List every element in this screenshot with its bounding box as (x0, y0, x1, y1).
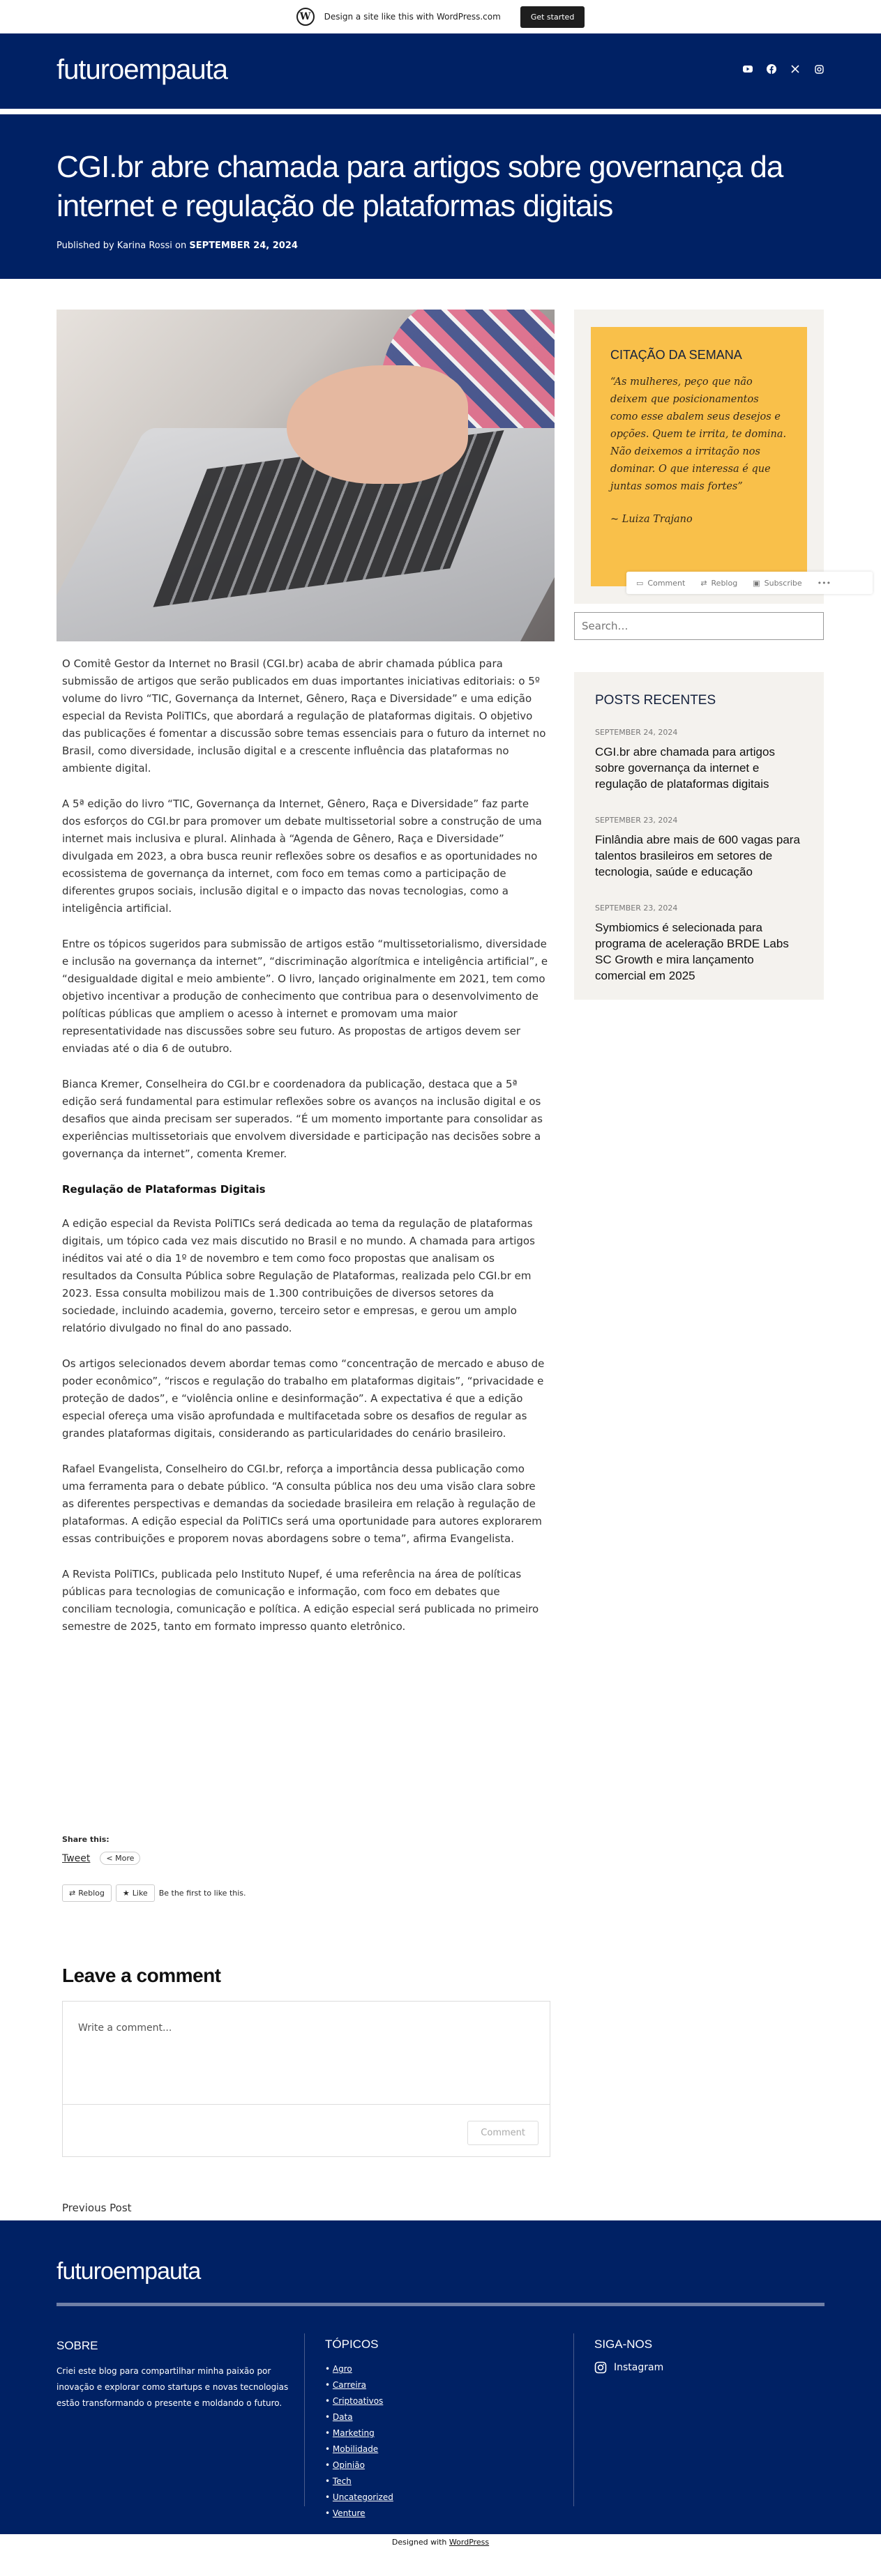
article-paragraph: A edição especial da Revista PoliTICs será dedicada ao tema da regulação de plataformas digitais, um tópico cada vez mais discutido no Brasil e no mundo. A chamada para artigos inéditos vai até o dia 1º de novembro e tem como foco propostas que analisam os resultados da Consulta Pública sobre Regulação de Plataformas, realizada pelo CGI.br em 2023. Essa consulta mobilizou mais de 1.300 contribuições de diversos setores da sociedade, incluindo academia, governo, terceiro setor e empresas, e gerou um amplo relatório divulgado no final do ano passado. (62, 1217, 535, 1334)
recent-post-link[interactable]: Symbiomics é selecionada para programa de aceleração BRDE Labs SC Growth e mira lançamento comercial em 2025 (595, 921, 789, 982)
actionbar-subscribe-label: Subscribe (764, 578, 802, 588)
quote-widget (574, 310, 824, 604)
featured-image (57, 310, 555, 641)
actionbar-comment-label: Comment (647, 578, 686, 588)
x-icon[interactable] (790, 64, 800, 74)
topic-link[interactable]: Marketing (332, 2428, 375, 2438)
footer-about-title: SOBRE (57, 2339, 98, 2352)
article-subheading: Regulação de Plataformas Digitais (62, 1183, 266, 1196)
article-paragraph: Bianca Kremer, Conselheira do CGI.br e coordenadora da publicação, destaca que a 5ª edição será fundamental para estimular reflexões sobre os avanços na inclusão digital e os desafios que ainda precisam ser superados. “É um momento importante para consolidar as experiências multissetoriais que envolvem diversidade e participação nas decisões sobre a governança da internet”, comenta Kremer. (62, 1078, 543, 1160)
article-paragraph: A Revista PoliTICs, publicada pelo Instituto Nupef, é uma referência na área de políticas públicas para tecnologias de comunicação e informação, com foco em debates que conciliam tecnologia, comunicação e política. A edição especial será publicada no primeiro semestre de 2025, tanto em formato impresso quanto eletrônico. (62, 1568, 539, 1633)
recent-post-item (595, 728, 803, 792)
article-paragraph: Os artigos selecionados devem abordar temas como “concentração de mercado e abuso de poder econômico”, “riscos e regulação do trabalho em plataformas digitais”, “privacidade e proteção de dados”, e “violência online e desinformação”. A expectativa é que a edição especial ofereça uma visão aprofundada e multifacetada sobre os desafios de regular as grandes plataformas digitais, considerando as particularidades do cenário brasileiro. (62, 1357, 545, 1440)
site-title[interactable]: futuroempauta (57, 54, 227, 85)
footer-divider (57, 2303, 824, 2306)
like-label: Like (132, 1889, 148, 1898)
article-date[interactable]: SEPTEMBER 24, 2024 (189, 241, 298, 251)
article-title: CGI.br abre chamada para artigos sobre governança da internet e regulação de plataformas digitais (57, 150, 783, 223)
topic-link[interactable]: Criptoativos (332, 2396, 384, 2406)
article-paragraph: A 5ª edição do livro “TIC, Governança da Internet, Gênero, Raça e Diversidade” faz parte dos esforços do CGI.br para promover um debate multissetorial sobre a construção de uma internet mais inclusiva e plural. Alinhada à “Agenda de Gênero, Raça e Diversidade” divulgada em 2023, a obra busca reunir reflexões sobre os desafios e as oportunidades no ecossistema de governança da internet, com foco em temas como a participação de diferentes grupos sociais, inclusão digital e o impacto das novas tecnologias, como a inteligência artificial. (62, 798, 542, 915)
comment-submit-button[interactable]: Comment (467, 2121, 539, 2145)
recent-post-date: SEPTEMBER 23, 2024 (595, 816, 678, 825)
topic-item[interactable] (325, 2474, 534, 2490)
topic-item[interactable] (325, 2409, 534, 2425)
quote-card (591, 327, 807, 586)
quote-title: CITAÇÃO DA SEMANA (610, 348, 742, 362)
topic-item[interactable] (325, 2377, 534, 2393)
footer-about-text: Criei este blog para compartilhar minha paixão por inovação e explorar como startups e novas tecnologias estão transformando o presente e moldando o futuro. (57, 2366, 289, 2408)
footer-credit-link[interactable]: WordPress (449, 2538, 490, 2547)
comment-heading: Leave a comment (62, 1965, 221, 1986)
topic-item[interactable] (325, 2393, 534, 2409)
wordpress-logo-icon: W (296, 8, 315, 26)
wordpress-banner (0, 0, 881, 33)
topic-item[interactable] (325, 2361, 534, 2377)
topic-link[interactable]: Venture (332, 2508, 366, 2518)
recent-post-date: SEPTEMBER 23, 2024 (595, 904, 678, 913)
topic-link[interactable]: Data (332, 2412, 353, 2422)
actionbar-more-icon[interactable]: ••• (817, 578, 831, 588)
footer-follow-title: SIGA-NOS (594, 2338, 653, 2351)
recent-posts-title: POSTS RECENTES (595, 693, 716, 708)
share-buttons (62, 1852, 140, 1865)
like-button[interactable] (116, 1884, 155, 1902)
share-title: Share this: (62, 1835, 110, 1844)
previous-post-label: Previous Post (62, 2202, 132, 2214)
site-footer (0, 2220, 881, 2534)
footer-topics (325, 2338, 534, 2522)
topic-link[interactable]: Opinião (332, 2460, 365, 2470)
wordpress-banner-text[interactable]: Design a site like this with WordPress.com (324, 12, 501, 22)
facebook-icon[interactable] (767, 64, 776, 74)
subscribe-icon: ▣ (753, 578, 760, 588)
header-divider (0, 109, 881, 114)
share-icon: < (106, 1854, 113, 1863)
article-author: Published by Karina Rossi on (57, 241, 187, 251)
footer-credit-prefix: Designed with (391, 2538, 447, 2547)
topic-item[interactable] (325, 2490, 534, 2506)
comment-form (62, 2001, 550, 2157)
footer-column-divider (573, 2333, 574, 2506)
get-started-button[interactable]: Get started (520, 6, 585, 28)
recent-posts-widget (574, 672, 824, 1000)
instagram-icon (594, 2361, 607, 2374)
reblog-icon: ⇄ (700, 578, 707, 588)
footer-instagram-link[interactable] (594, 2361, 663, 2374)
first-like-text: Be the first to like this. (158, 1889, 246, 1898)
actionbar-subscribe[interactable] (753, 579, 801, 588)
article-body (62, 655, 550, 1654)
star-icon: ★ (122, 1889, 130, 1898)
topic-item[interactable] (325, 2441, 534, 2457)
tweet-link[interactable]: Tweet (62, 1852, 91, 1864)
topic-item[interactable] (325, 2506, 534, 2522)
share-more-button[interactable] (100, 1852, 140, 1865)
quote-author: ~ Luiza Trajano (610, 514, 693, 525)
reblog-icon: ⇄ (69, 1889, 76, 1898)
topic-item[interactable] (325, 2457, 534, 2474)
article-paragraph: Entre os tópicos sugeridos para submissão de artigos estão “multissetorialismo, diversidade e inclusão na governança da internet”, “discriminação algorítmica e inteligência artificial”, e “desigualdade digital e meio ambiente”. O livro, lançado originalmente em 2021, tem como objetivo incentivar a produção de conhecimento que contribua para o desenvolvimento de políticas públicas que ampliem o acesso à internet e promovam uma maior representatividade nas discussões sobre seu futuro. As propostas de artigos devem ser enviadas até o dia 6 de outubro. (62, 938, 548, 1055)
reblog-label: Reblog (78, 1889, 105, 1898)
footer-topics-list (325, 2361, 534, 2522)
search-input[interactable] (574, 612, 824, 640)
reblog-button[interactable] (62, 1884, 112, 1902)
quote-text: “As mulheres, peço que não deixem que posicionamentos como esse abalem seus desejos e opções. Quem te irrita, te domina. Não deixemos a irritação nos dominar. O que interessa é que juntas somos mais fortes” (610, 376, 787, 492)
topic-link[interactable]: Uncategorized (332, 2492, 393, 2502)
topic-item[interactable] (325, 2425, 534, 2441)
recent-post-date: SEPTEMBER 24, 2024 (595, 728, 678, 737)
footer-credit (0, 2534, 881, 2551)
footer-instagram-label: Instagram (614, 2362, 664, 2373)
topic-link[interactable]: Mobilidade (332, 2444, 379, 2454)
actionbar-reblog[interactable] (700, 579, 737, 588)
recent-post-link[interactable]: CGI.br abre chamada para artigos sobre governança da internet e regulação de plataformas digitais (595, 745, 775, 791)
comment-textarea[interactable] (63, 2002, 550, 2105)
social-links (743, 64, 824, 74)
image-hand-shape (287, 365, 468, 484)
site-header (0, 33, 881, 109)
recent-post-item (595, 816, 803, 880)
footer-site-title[interactable]: futuroempauta (57, 2258, 201, 2285)
footer-follow (594, 2338, 663, 2374)
footer-about (57, 2338, 294, 2411)
comment-icon: ▭ (636, 578, 644, 588)
recent-post-item (595, 904, 803, 984)
likes-bar (62, 1884, 246, 1902)
footer-column-divider (304, 2333, 305, 2506)
article-paragraph: O Comitê Gestor da Internet no Brasil (CGI.br) acaba de abrir chamada pública para submissão de artigos que serão publicados em duas importantes iniciativas editoriais: o 5º volume do livro “TIC, Governança da Internet, Gênero, Raça e Diversidade” e uma edição especial da Revista PoliTICs, que abordará a regulação de plataformas digitais. O objetivo das publicações é fomentar a discussão sobre temas essenciais para o futuro da internet no Brasil, como diversidade, inclusão digital e a crescente influência das plataformas no ambiente digital. (62, 657, 546, 775)
topic-link[interactable]: Tech (332, 2476, 352, 2486)
youtube-icon[interactable] (743, 64, 753, 74)
article-header (0, 114, 881, 279)
article-paragraph: Rafael Evangelista, Conselheiro do CGI.br, reforça a importância dessa publicação como uma ferramenta para o debate público. “A consulta pública nos deu uma visão clara sobre as diferentes perspectivas e demandas da sociedade brasileira em relação à regulação de plataformas. A edição especial da PoliTICs será uma oportunidade para autores explorarem essas contribuições e proporem novas abordagens sobre o tema”, afirma Evangelista. (62, 1463, 542, 1545)
footer-topics-title: TÓPICOS (325, 2338, 379, 2351)
actionbar-reblog-label: Reblog (711, 578, 738, 588)
topic-link[interactable]: Carreira (332, 2380, 367, 2390)
floating-action-bar (626, 572, 873, 594)
instagram-icon[interactable] (814, 64, 824, 74)
actionbar-comment[interactable] (636, 579, 685, 588)
share-more-label: More (115, 1854, 135, 1863)
topic-link[interactable]: Agro (332, 2364, 352, 2374)
main-content (0, 279, 881, 2220)
recent-post-link[interactable]: Finlândia abre mais de 600 vagas para talentos brasileiros em setores de tecnologia, saúde e educação (595, 833, 800, 878)
article-meta (57, 241, 298, 251)
